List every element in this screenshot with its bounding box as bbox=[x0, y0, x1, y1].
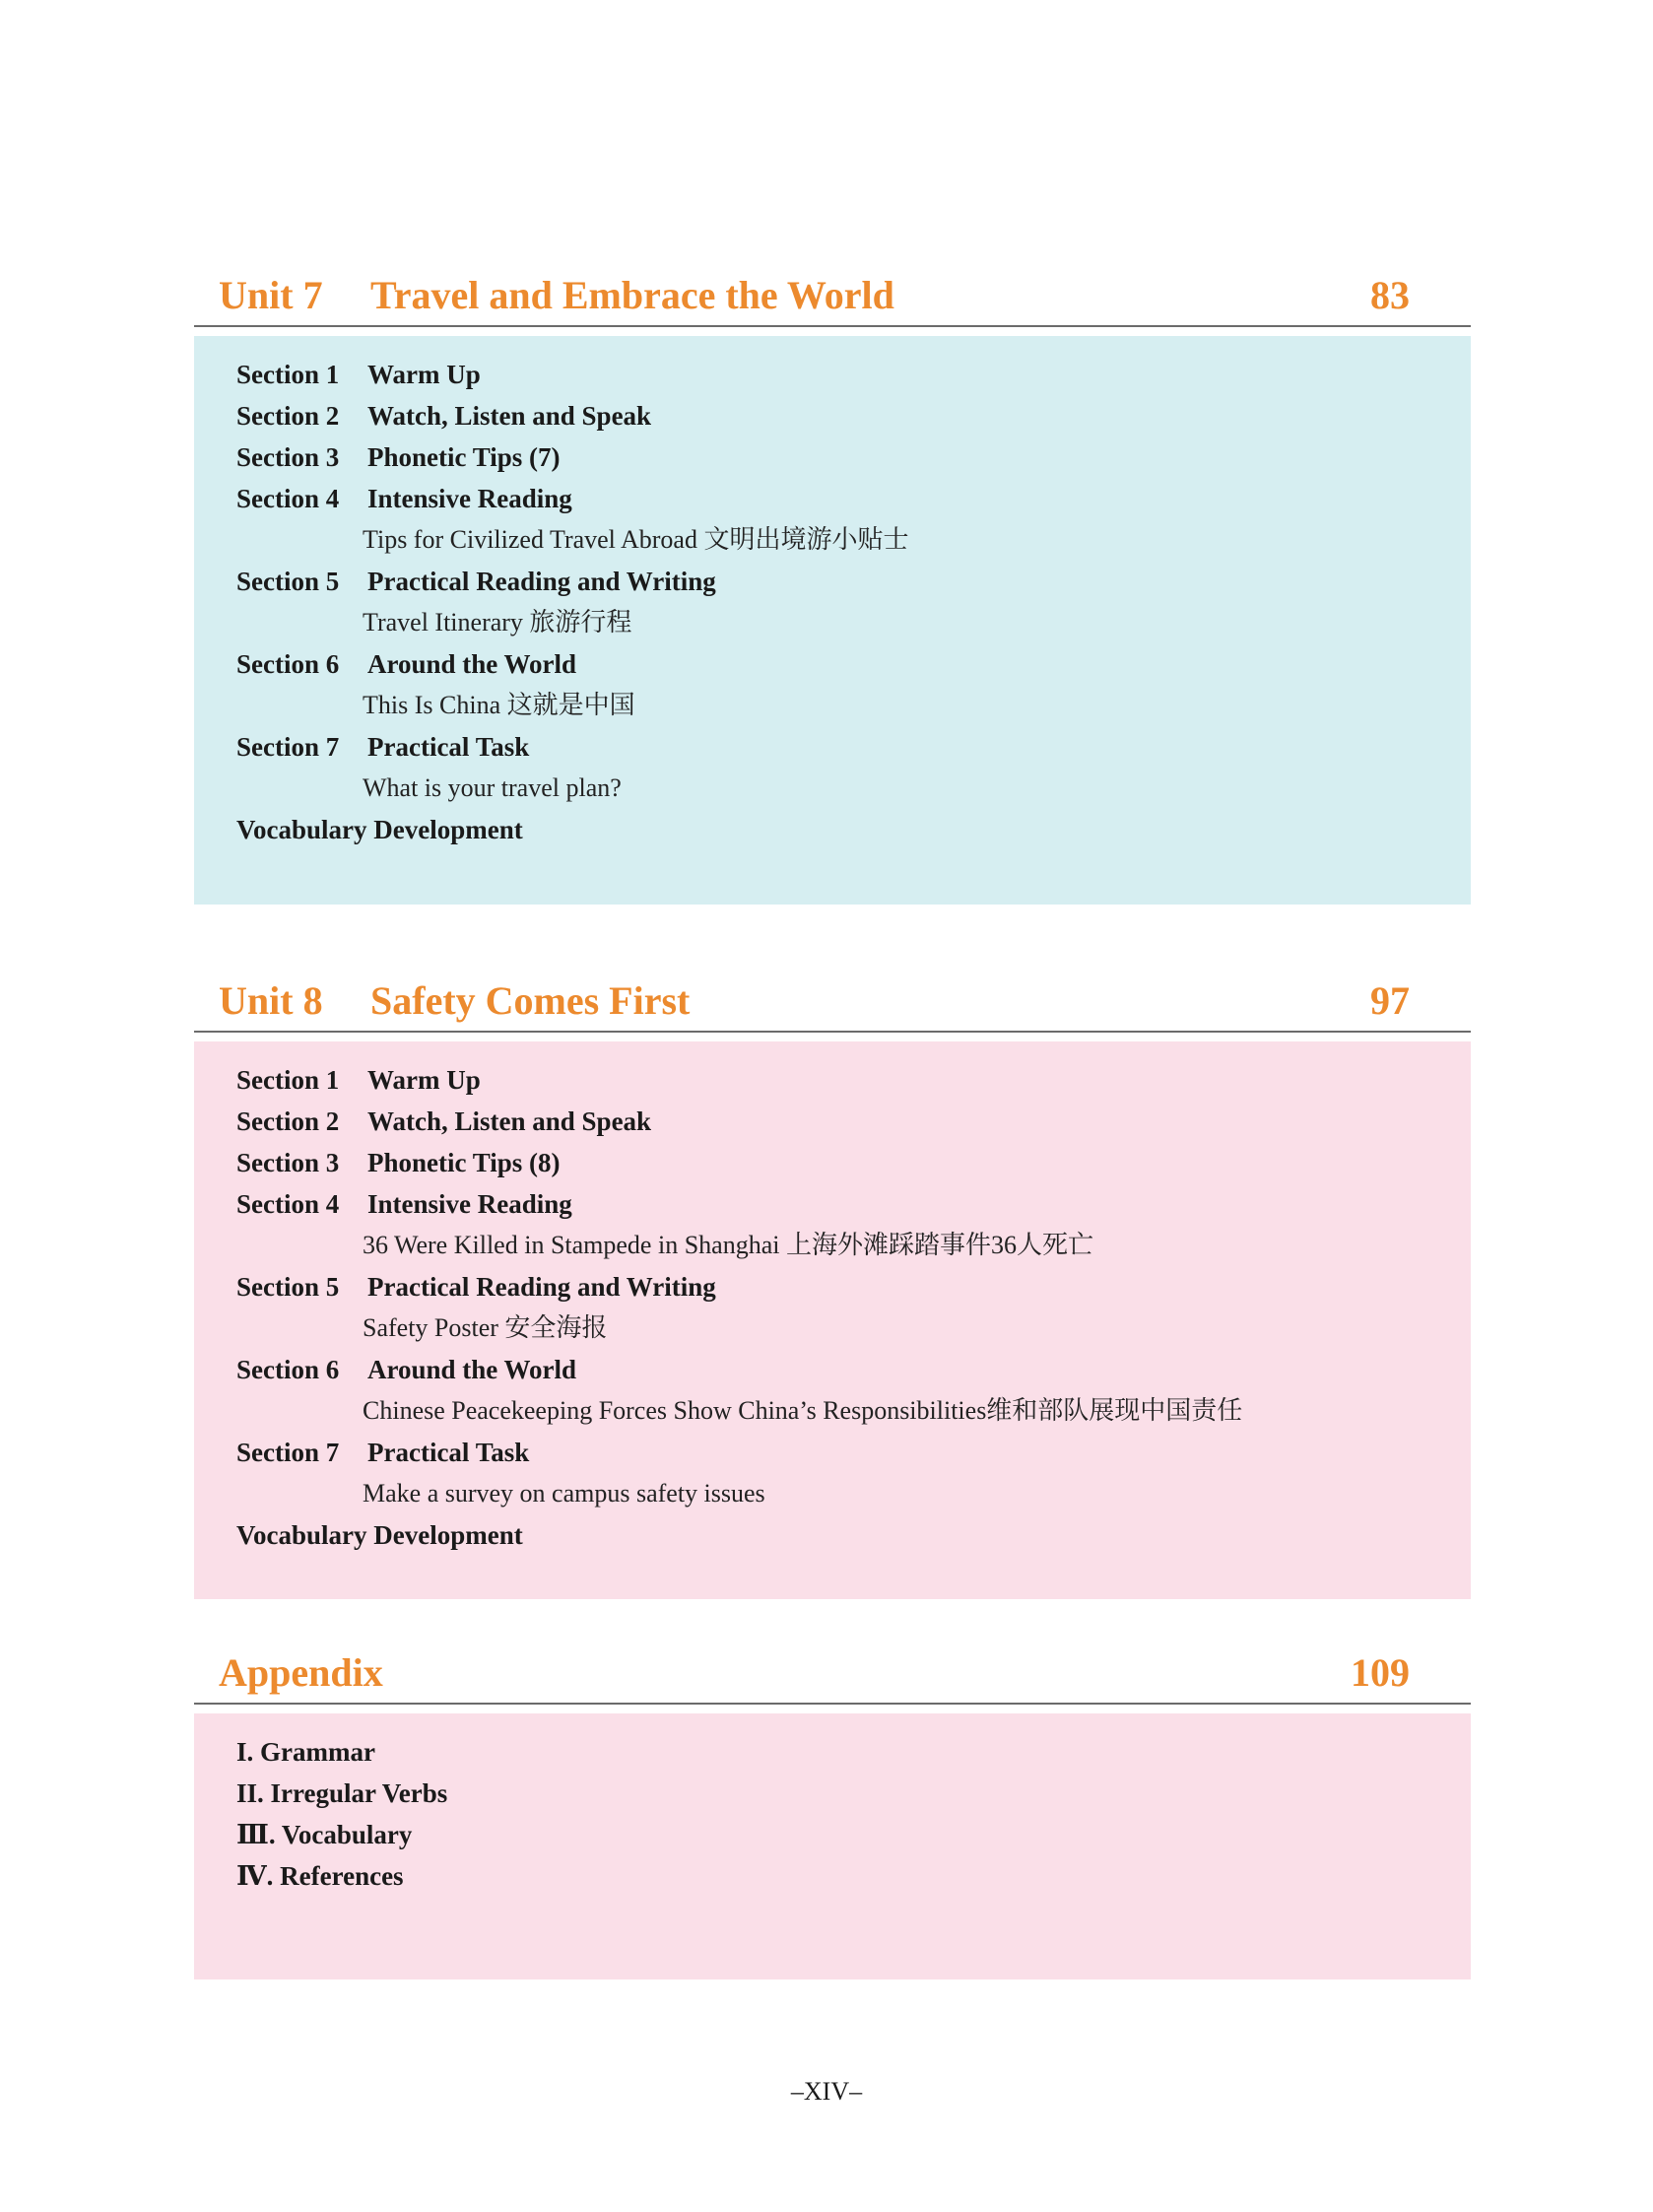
toc-row bbox=[194, 809, 1471, 850]
section-label: Section 6 bbox=[236, 1355, 340, 1384]
unit-8-page-number: 97 bbox=[1370, 978, 1410, 1023]
section-label: Section 7 bbox=[236, 732, 340, 762]
toc-row bbox=[194, 478, 1471, 519]
section-title: Warm Up bbox=[367, 1065, 481, 1095]
vocabulary-development: Vocabulary Development bbox=[236, 1520, 523, 1550]
section-subtitle: What is your travel plan? bbox=[363, 773, 622, 802]
section-title: Warm Up bbox=[367, 360, 481, 389]
unit-8-title: Safety Comes First bbox=[370, 978, 691, 1023]
page-number-footer: –XIV– bbox=[790, 2077, 863, 2106]
section-label: Section 1 bbox=[236, 1065, 340, 1095]
section-subtitle: Make a survey on campus safety issues bbox=[363, 1479, 765, 1508]
toc-row bbox=[194, 1183, 1471, 1225]
toc-row bbox=[194, 1142, 1471, 1183]
toc-row bbox=[194, 1349, 1471, 1390]
toc-subrow bbox=[194, 602, 1471, 643]
toc-row bbox=[194, 561, 1471, 602]
unit-7-header bbox=[194, 266, 1471, 327]
section-label: Section 5 bbox=[236, 1272, 340, 1302]
appendix-block bbox=[194, 1643, 1471, 1979]
toc-row bbox=[194, 1101, 1471, 1142]
section-label: Section 5 bbox=[236, 567, 340, 596]
unit-7-block bbox=[194, 266, 1471, 905]
toc-row bbox=[194, 1266, 1471, 1307]
unit-7-heading bbox=[219, 266, 894, 325]
toc-subrow bbox=[194, 1307, 1471, 1349]
section-label: Section 3 bbox=[236, 442, 340, 472]
unit-8-contents-panel bbox=[194, 1041, 1471, 1599]
toc-subrow bbox=[194, 768, 1471, 809]
unit-8-header bbox=[194, 972, 1471, 1033]
section-title: Practical Task bbox=[367, 1438, 530, 1467]
toc-row bbox=[194, 1059, 1471, 1101]
toc-row bbox=[194, 726, 1471, 768]
section-subtitle: Tips for Civilized Travel Abroad 文明出境游小贴士 bbox=[363, 525, 909, 554]
section-label: Section 2 bbox=[236, 1106, 340, 1136]
section-title: Practical Reading and Writing bbox=[367, 567, 716, 596]
section-subtitle: This Is China 这就是中国 bbox=[363, 691, 635, 719]
section-label: Section 1 bbox=[236, 360, 340, 389]
toc-row bbox=[194, 643, 1471, 685]
vocabulary-development: Vocabulary Development bbox=[236, 815, 523, 844]
section-label: Section 3 bbox=[236, 1148, 340, 1177]
appendix-item: Ⅲ. Vocabulary bbox=[236, 1820, 413, 1849]
section-subtitle: 36 Were Killed in Stampede in Shanghai 上海外滩踩踏事件36人死亡 bbox=[363, 1231, 1093, 1259]
appendix-item: Ⅳ. References bbox=[236, 1861, 404, 1891]
appendix-contents-panel bbox=[194, 1713, 1471, 1979]
unit-8-block bbox=[194, 972, 1471, 1599]
toc-row bbox=[194, 395, 1471, 436]
toc-subrow bbox=[194, 1473, 1471, 1514]
appendix-item: I. Grammar bbox=[236, 1737, 375, 1767]
section-subtitle: Chinese Peacekeeping Forces Show China’s Responsibilities维和部队展现中国责任 bbox=[363, 1396, 1243, 1425]
section-label: Section 6 bbox=[236, 649, 340, 679]
unit-7-page-number: 83 bbox=[1370, 273, 1410, 317]
section-subtitle: Travel Itinerary 旅游行程 bbox=[363, 608, 632, 637]
section-title: Watch, Listen and Speak bbox=[367, 1106, 652, 1136]
unit-8-number: Unit 8 bbox=[219, 978, 323, 1023]
unit-7-contents-panel bbox=[194, 336, 1471, 905]
section-title: Watch, Listen and Speak bbox=[367, 401, 652, 431]
section-label: Section 2 bbox=[236, 401, 340, 431]
section-title: Around the World bbox=[367, 1355, 577, 1384]
appendix-page-number: 109 bbox=[1351, 1650, 1410, 1695]
appendix-title: Appendix bbox=[219, 1650, 383, 1695]
section-label: Section 4 bbox=[236, 484, 340, 513]
section-title: Intensive Reading bbox=[367, 1189, 572, 1219]
toc-row bbox=[194, 354, 1471, 395]
unit-7-title: Travel and Embrace the World bbox=[370, 273, 894, 317]
section-title: Around the World bbox=[367, 649, 577, 679]
section-label: Section 7 bbox=[236, 1438, 340, 1467]
unit-7-number: Unit 7 bbox=[219, 273, 323, 317]
section-title: Practical Reading and Writing bbox=[367, 1272, 716, 1302]
section-label: Section 4 bbox=[236, 1189, 340, 1219]
toc-subrow bbox=[194, 1390, 1471, 1432]
appendix-header bbox=[194, 1643, 1471, 1705]
toc-subrow bbox=[194, 519, 1471, 561]
toc-row bbox=[194, 436, 1471, 478]
section-subtitle: Safety Poster 安全海报 bbox=[363, 1313, 608, 1342]
section-title: Phonetic Tips (7) bbox=[367, 442, 561, 472]
section-title: Intensive Reading bbox=[367, 484, 572, 513]
toc-subrow bbox=[194, 1225, 1471, 1266]
section-title: Practical Task bbox=[367, 732, 530, 762]
unit-8-heading bbox=[219, 972, 690, 1031]
toc-subrow bbox=[194, 685, 1471, 726]
toc-row bbox=[194, 1432, 1471, 1473]
appendix-item: II. Irregular Verbs bbox=[236, 1778, 448, 1808]
toc-row bbox=[194, 1514, 1471, 1556]
section-title: Phonetic Tips (8) bbox=[367, 1148, 561, 1177]
